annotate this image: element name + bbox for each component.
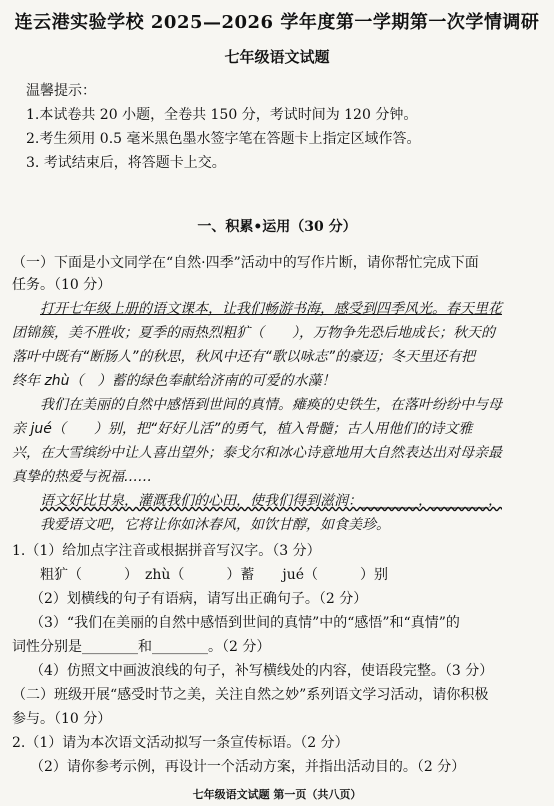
passage-line: 真挚的热爱与祝福…… bbox=[12, 469, 152, 485]
passage-line: 我们在美丽的自然中感悟到世间的真情。瘫痪的史铁生，在落叶纷纷中与母 bbox=[40, 397, 502, 413]
part1-intro: 任务。（10 分） bbox=[12, 277, 112, 293]
question-1-sub3-cont: 词性分别是________和________。（2 分） bbox=[12, 639, 271, 655]
tip-item: 1.本试卷共 20 小题，全卷共 150 分，考试时间为 120 分钟。 bbox=[26, 107, 418, 123]
question-2-sub1: 2.（1）请为本次语文活动拟写一条宣传标语。（2 分） bbox=[12, 735, 349, 751]
passage-line: 落叶中既有“断肠人”的秋思，秋风中还有“歌以咏志”的豪迈；冬天里还有把 bbox=[12, 349, 476, 365]
exam-title: 连云港实验学校 2025—2026 学年度第一学期第一次学情调研 bbox=[14, 12, 540, 33]
question-1-sub4: （4）仿照文中画波浪线的句子，补写横线处的内容，使语段完整。（3 分） bbox=[30, 663, 494, 679]
passage-line: 终年 zhù（ ）蓄的绿色奉献给济南的可爱的水藻！ bbox=[12, 373, 336, 389]
passage-line: 亲 jué（ ）别，把“好好儿活”的勇气，植入骨髓；古人用他们的诗文雅 bbox=[12, 421, 473, 437]
question-1-sub2: （2）划横线的句子有语病，请写出正确句子。（2 分） bbox=[30, 591, 368, 607]
section-heading: 一、积累•运用（30 分） bbox=[197, 219, 357, 235]
page-footer: 七年级语文试题 第一页（共八页） bbox=[192, 788, 362, 801]
tips-heading: 温馨提示： bbox=[26, 83, 96, 99]
part2-intro: （二）班级开展“感受时节之美，关注自然之妙”系列语文学习活动，请你积极 bbox=[12, 687, 489, 703]
passage-line: 兴，在大雪缤纷中让人喜出望外；泰戈尔和冰心诗意地用大自然表达出对母亲最 bbox=[12, 445, 502, 461]
question-2-sub2: （2）请你参考示例，再设计一个活动方案，并指出活动目的。（2 分） bbox=[30, 759, 466, 775]
passage-line: 打开七年级上册的语文课本，让我们畅游书海，感受到四季风光。春天里花 bbox=[40, 301, 502, 317]
exam-subtitle: 七年级语文试题 bbox=[224, 48, 330, 66]
passage-line: 团锦簇，美不胜收；夏季的雨热烈粗犷（ ），万物争先恐后地成长；秋天的 bbox=[12, 325, 495, 341]
question-1-blanks: 粗犷（ ） zhù（ ）蓄 jué（ ）别 bbox=[40, 567, 389, 583]
tip-item: 2.考生须用 0.5 毫米黑色墨水签字笔在答题卡上指定区域作答。 bbox=[26, 131, 421, 147]
passage-line: 语文好比甘泉，灌溉我们的心田，使我们得到滋润：________，________， bbox=[40, 493, 502, 509]
question-1: 1.（1）给加点字注音或根据拼音写汉字。（3 分） bbox=[12, 543, 321, 559]
tip-item: 3. 考试结束后，将答题卡上交。 bbox=[26, 155, 226, 171]
passage-line: 我爱语文吧，它将让你如沐春风，如饮甘醇，如食美珍。 bbox=[40, 517, 390, 533]
question-1-sub3: （3）“我们在美丽的自然中感悟到世间的真情”中的“感悟”和“真情”的 bbox=[30, 615, 460, 631]
part2-intro: 参与。（10 分） bbox=[12, 711, 112, 727]
part1-intro: （一）下面是小文同学在“自然·四季”活动中的写作片断，请你帮忙完成下面 bbox=[12, 255, 479, 271]
